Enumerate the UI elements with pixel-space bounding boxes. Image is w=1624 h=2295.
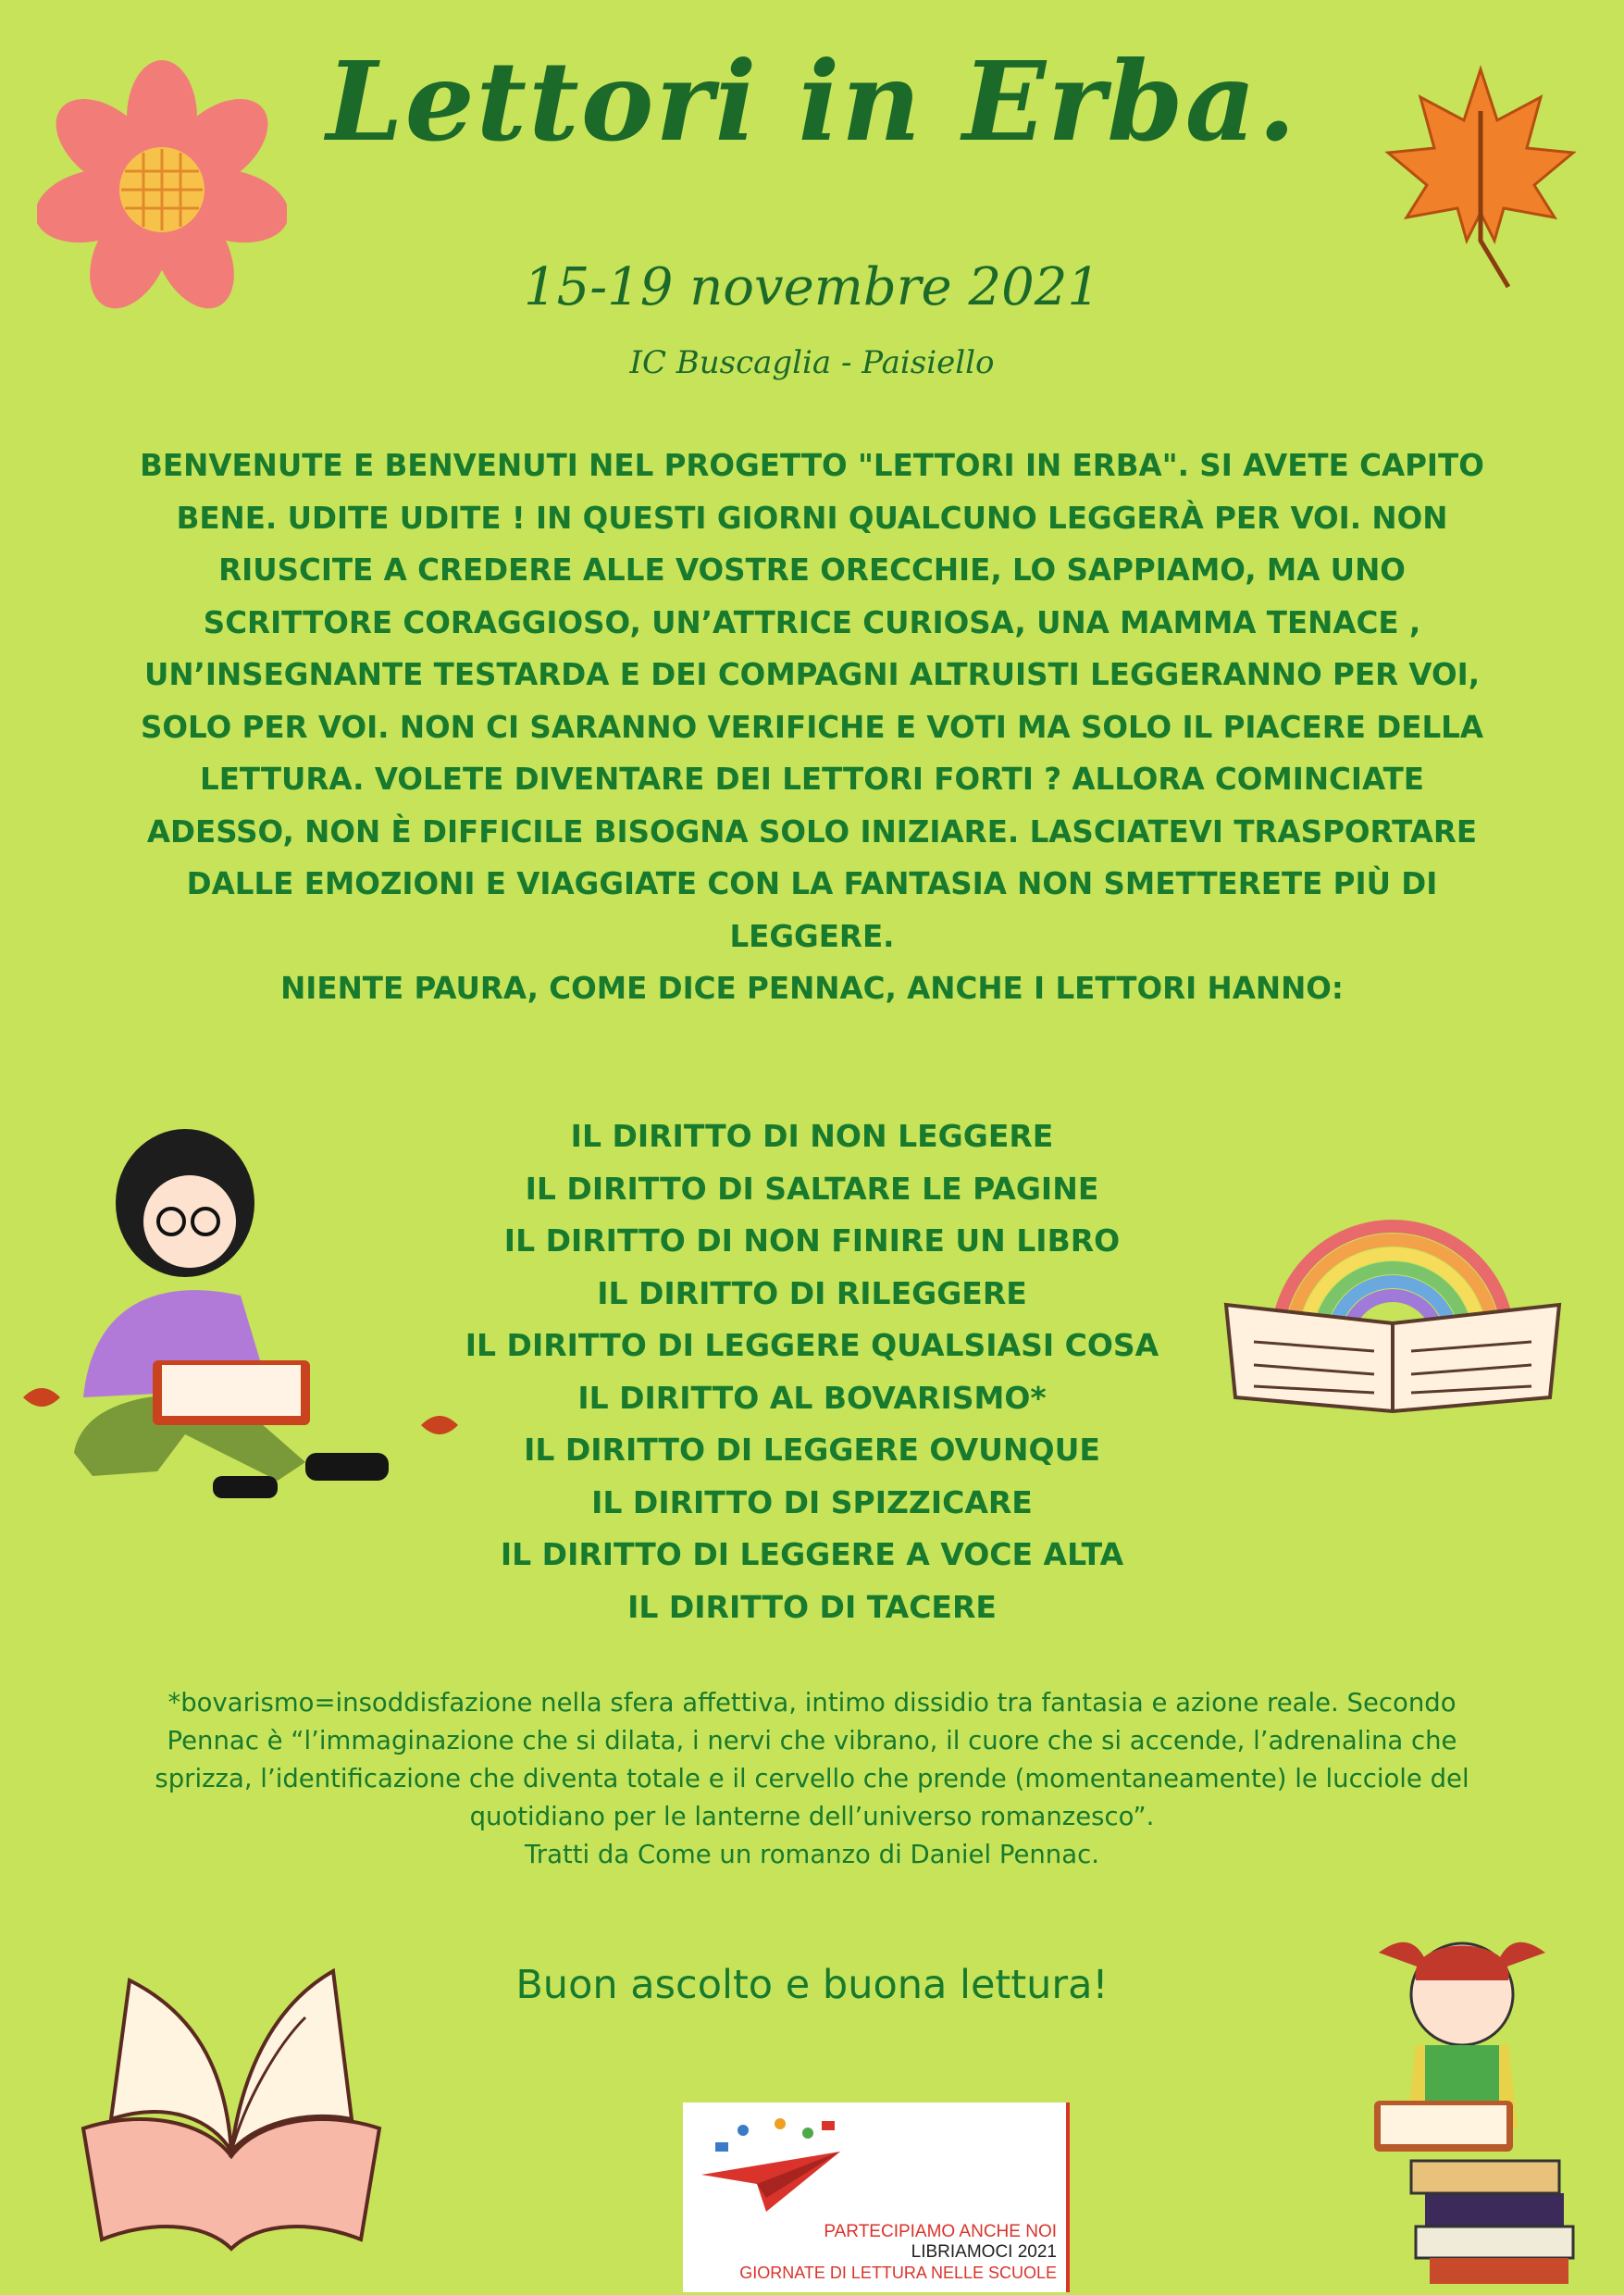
closing-message: Buon ascolto e buona lettura! [515,1962,1109,2008]
logo-text [739,2222,1057,2283]
school-name: IC Buscaglia - Paisiello [629,344,995,381]
page-title: Lettori in Erba. [326,37,1298,166]
right-item: IL DIRITTO DI NON FINIRE UN LIBRO [503,1222,1121,1259]
intro-text [139,440,1485,1015]
right-item: IL DIRITTO DI NON LEGGERE [570,1118,1054,1154]
right-item: IL DIRITTO DI TACERE [627,1588,997,1625]
paper-plane-logo-icon [692,2110,849,2221]
right-item: IL DIRITTO DI LEGGERE QUALSIASI COSA [465,1327,1159,1363]
rights-list [398,1110,1226,1633]
note-definition: *bovarismo=insoddisfazione nella sfera affettiva, intimo dissidio tra fantasia e azione reale. Secondo Pennac è “l’immaginazione che si dilata, i nervi che vibrano, il cuore che si accende, l’adrenalina che sprizza, l’identificazione che diventa totale e il cervello che prende (momentaneamente) le lucciole del quotidiano per le lanterne dell’universo romanzesco”. [155,1688,1469,1831]
right-item: IL DIRITTO AL BOVARISMO* [577,1379,1047,1416]
intro-lead-in: NIENTE PAURA, COME DICE PENNAC, ANCHE I LETTORI HANNO: [280,971,1344,1006]
event-dates: 15-19 novembre 2021 [524,257,1100,317]
right-item: IL DIRITTO DI LEGGERE OVUNQUE [524,1432,1100,1468]
logo-line-2: LIBRIAMOCI 2021 [911,2242,1057,2262]
logo-line-1: PARTECIPIAMO ANCHE NOI [824,2222,1057,2241]
libriamoci-logo [683,2103,1070,2292]
right-item: IL DIRITTO DI SALTARE LE PAGINE [525,1170,1099,1207]
intro-paragraph: BENVENUTE E BENVENUTI NEL PROGETTO "LETTORI IN ERBA". SI AVETE CAPITO BENE. UDITE UDITE ! IN QUESTI GIORNI QUALCUNO LEGGERÀ PER VOI. NON RIUSCITE A CREDERE ALLE VOSTRE ORECCHIE, LO SAPPIAMO, MA UNO SCRITTORE CORAGGIOSO, UN’ATTRICE CURIOSA, UNA MAMMA TENACE , UN’INSEGNANTE TESTARDA E DEI COMPAGNI ALTRUISTI LEGGERANNO PER VOI, SOLO PER VOI. NON CI SARANNO VERIFICHE E VOTI MA SOLO IL PIACERE DELLA LETTURA. VOLETE DIVENTARE DEI LETTORI FORTI ? ALLORA COMINCIATE ADESSO, NON È DIFFICILE BISOGNA SOLO INIZIARE. LASCIATEVI TRASPORTARE DALLE EMOZIONI E VIAGGIATE CON LA FANTASIA NON SMETTERETE PIÙ DI LEGGERE. [140,448,1484,954]
bovarismo-note [130,1684,1494,1874]
right-item: IL DIRITTO DI RILEGGERE [597,1274,1027,1311]
logo-line-3: GIORNATE DI LETTURA NELLE SCUOLE [739,2264,1057,2282]
right-item: IL DIRITTO DI SPIZZICARE [591,1483,1033,1520]
note-source: Tratti da Come un romanzo di Daniel Pennac. [525,1840,1099,1869]
rainbow-book-illustration [1217,1203,1568,1416]
right-item: IL DIRITTO DI LEGGERE A VOCE ALTA [500,1536,1124,1572]
